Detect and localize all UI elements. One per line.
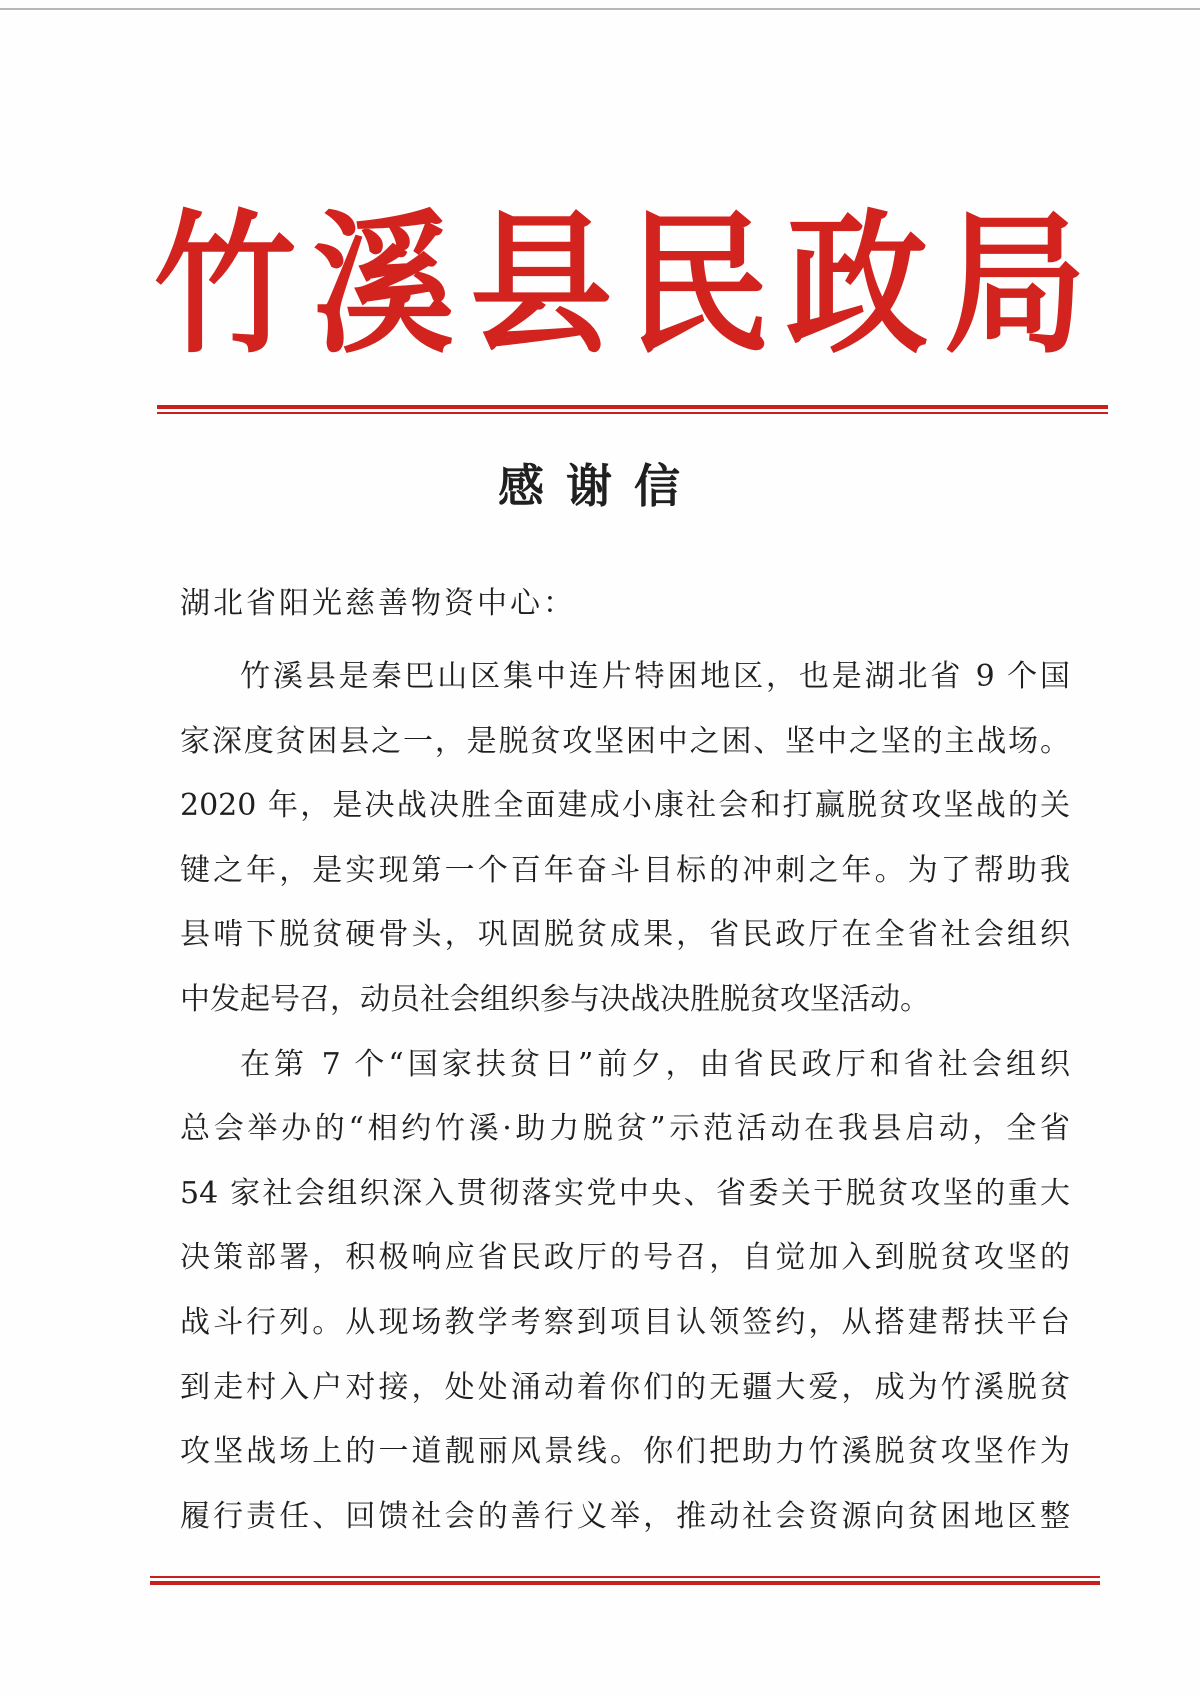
letterhead-char: 民 <box>628 195 770 375</box>
letterhead-title <box>150 193 1090 377</box>
salutation: 湖北省阳光慈善物资中心： <box>180 586 576 621</box>
body-line: 2020 年，是决战决胜全面建成小康社会和打赢脱贫攻坚战的关 <box>180 788 1070 824</box>
body-line: 总会举办的“相约竹溪·助力脱贫”示范活动在我县启动，全省 <box>180 1111 1070 1147</box>
body-line: 县啃下脱贫硬骨头，巩固脱贫成果，省民政厅在全省社会组织 <box>180 917 1070 953</box>
body-line: 中发起号召，动员社会组织参与决战决胜脱贫攻坚活动。 <box>180 981 930 1017</box>
body-line: 攻坚战场上的一道靓丽风景线。你们把助力竹溪脱贫攻坚作为 <box>180 1434 1070 1470</box>
letterhead-char: 竹 <box>154 195 296 375</box>
footer-rule-thick <box>150 1581 1100 1585</box>
body-line: 在第 7 个“国家扶贫日”前夕，由省民政厅和省社会组织 <box>240 1046 1070 1082</box>
letterhead-rule-thin <box>157 412 1108 414</box>
letterhead-char: 局 <box>944 195 1086 375</box>
letterhead-char: 县 <box>470 195 612 375</box>
document-heading: 感谢信 <box>498 459 702 513</box>
letterhead-rule-thick <box>157 405 1108 409</box>
body-line: 到走村入户对接，处处涌动着你们的无疆大爱，成为竹溪脱贫 <box>180 1369 1070 1405</box>
body-line: 竹溪县是秦巴山区集中连片特困地区，也是湖北省 9 个国 <box>240 659 1070 694</box>
body-line: 家深度贫困县之一，是脱贫攻坚困中之困、坚中之坚的主战场。 <box>180 723 1070 759</box>
letterhead-char: 溪 <box>312 195 454 375</box>
body-line: 54 家社会组织深入贯彻落实党中央、省委关于脱贫攻坚的重大 <box>180 1175 1070 1211</box>
body-line: 决策部署，积极响应省民政厅的号召，自觉加入到脱贫攻坚的 <box>180 1240 1070 1276</box>
letter-body <box>180 645 1070 1549</box>
scan-edge <box>0 8 1200 10</box>
body-line: 键之年，是实现第一个百年奋斗目标的冲刺之年。为了帮助我 <box>180 852 1070 888</box>
body-line: 履行责任、回馈社会的善行义举，推动社会资源向贫困地区整 <box>180 1498 1070 1534</box>
letterhead-char: 政 <box>786 195 928 375</box>
body-line: 战斗行列。从现场教学考察到项目认领签约，从搭建帮扶平台 <box>180 1304 1070 1340</box>
footer-rule-thin <box>150 1576 1100 1578</box>
